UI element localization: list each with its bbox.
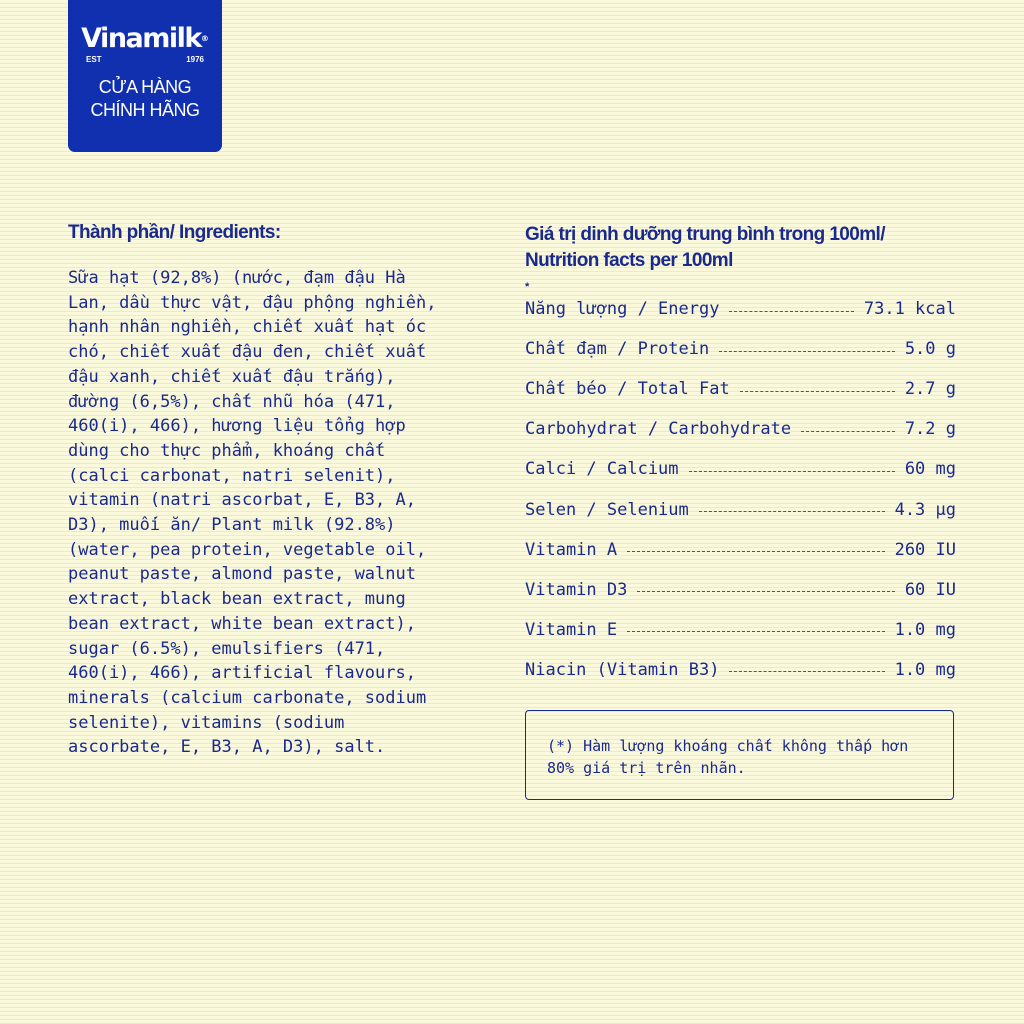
nutrient-row [525,489,956,529]
vinamilk-store-badge [68,0,222,152]
nutrient-row [525,329,956,369]
nutrient-value: 2.7 g [904,379,956,400]
nutrient-name: Năng lượng / Energy [525,299,720,320]
nutrient-row [525,449,956,489]
nutrient-name: Vitamin D3 [525,579,628,600]
store-line-1: CỬA HÀNG [98,77,192,97]
dotted-leader [699,511,885,512]
dotted-leader [689,471,895,472]
official-store-label [68,76,222,122]
nutrition-title-line-1: Giá trị dinh dưỡng trung bình trong 100ml/ [525,224,885,245]
nutrient-row [525,369,956,409]
nutrient-name: Calci / Calcium [525,459,679,480]
nutrient-row [525,530,956,570]
dotted-leader [637,591,894,592]
nutrition-facts-list [525,289,956,690]
nutrient-value: 60 IU [904,579,956,600]
nutrient-value: 1.0 mg [894,659,956,680]
dotted-leader [729,671,884,672]
dotted-leader [719,351,895,352]
nutrient-name: Vitamin A [525,539,618,560]
nutrient-value: 260 IU [894,539,956,560]
nutrient-value: 73.1 kcal [863,299,956,320]
nutrient-row [525,409,956,449]
nutrient-row [525,610,956,650]
dotted-leader [627,631,884,632]
dotted-leader [740,391,895,392]
nutrient-name: Carbohydrat / Carbohydrate [525,419,792,440]
ingredients-text: Sữa hạt (92,8%) (nước, đạm đậu Hà Lan, dầu thực vật, đậu phộng nghiền, hạnh nhân nghiền, chiết xuất hạt óc chó, chiết xuất đậu đen, chiết xuất đậu xanh, chiết xuất đậu trắng), đường (6,5%), chất nhũ hóa (471, 460(i), 466), hương liệu tổng hợp dùng cho thực phẩm, khoáng chất (calci carbonat, natri selenit), vitamin (natri ascorbat, E, B3, A, D3), muối ăn/ Plant milk (92.8%) (water, pea protein, vegetable oil, peanut paste, almond paste, walnut extract, black bean extract, mung bean extract, white bean extract), sugar (6.5%), emulsifiers (471, 460(i), 466), artificial flavours, minerals (calcium carbonate, sodium selenite), vitamins (sodium ascorbate, E, B3, A, D3), salt. [68,268,437,758]
nutrient-name: Chất béo / Total Fat [525,379,730,400]
nutrient-name: Vitamin E [525,619,618,640]
logo-est-text: EST [86,55,102,64]
nutrient-name: Chất đạm / Protein [525,339,710,360]
store-line-2: CHÍNH HÃNG [90,100,200,120]
nutrient-row [525,650,956,690]
nutrient-value: 7.2 g [904,419,956,440]
brand-logo: Vinamilk® [81,23,209,54]
nutrient-value: 5.0 g [904,339,956,360]
ingredients-title: Thành phần/ Ingredients: [68,222,281,243]
nutrient-row [525,289,956,329]
logo-year-text: 1976 [186,55,204,64]
footnote-mark: * [525,281,529,293]
nutrition-title-line-2: Nutrition facts per 100ml * [525,248,965,300]
nutrient-row [525,570,956,610]
nutrient-name: Niacin (Vitamin B3) [525,659,720,680]
nutrient-value: 1.0 mg [894,619,956,640]
mineral-content-footnote: (*) Hàm lượng khoáng chất không thấp hơn 80% giá trị trên nhãn. [525,710,954,800]
nutrient-value: 60 mg [904,459,956,480]
nutrient-name: Selen / Selenium [525,499,689,520]
dotted-leader [729,311,853,312]
dotted-leader [627,551,884,552]
nutrient-value: 4.3 µg [894,499,956,520]
dotted-leader [801,431,895,432]
